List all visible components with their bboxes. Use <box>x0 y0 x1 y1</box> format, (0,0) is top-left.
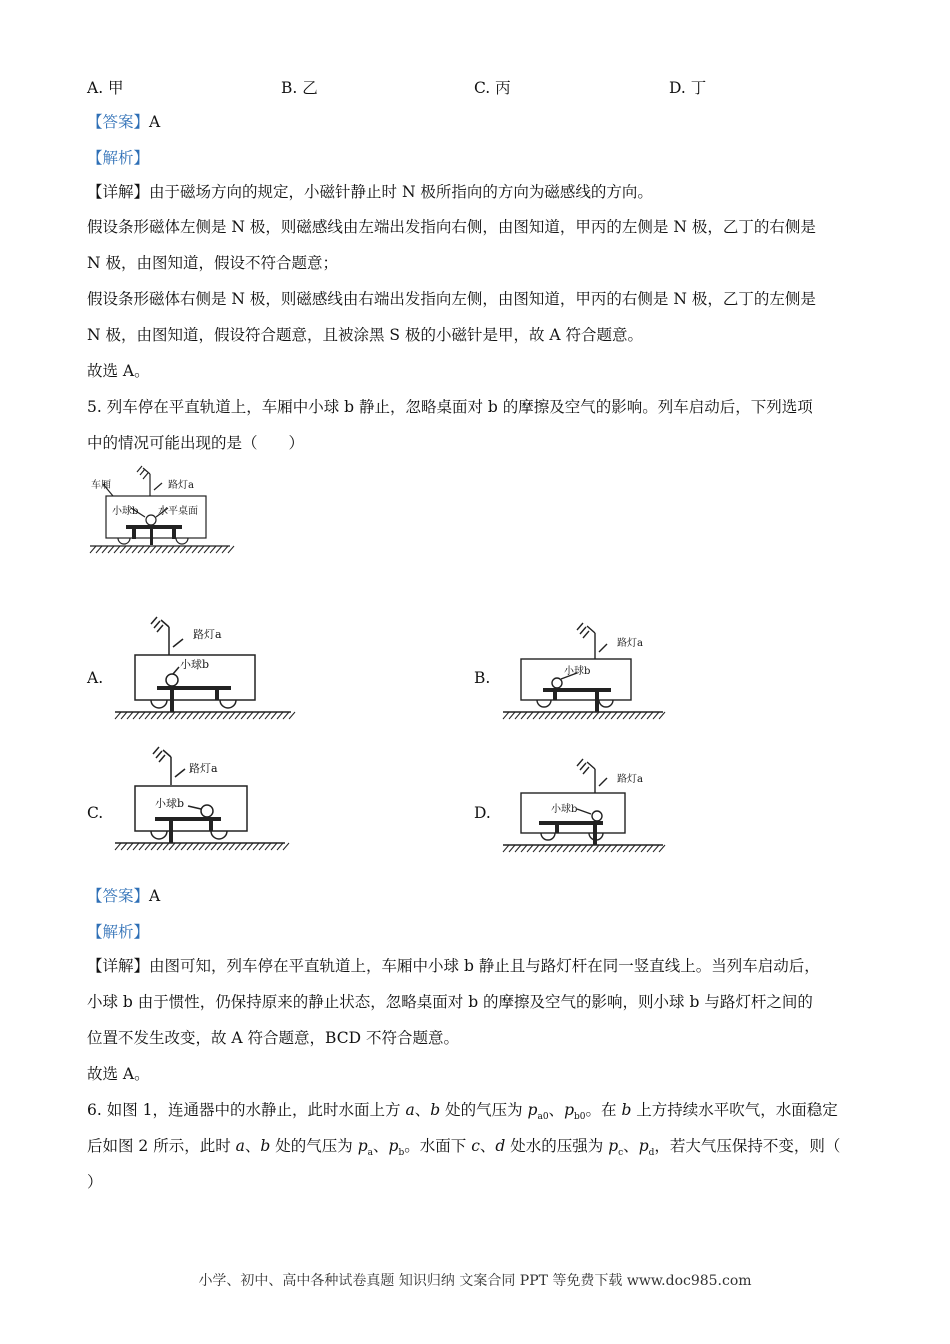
ground-hatch <box>283 712 289 719</box>
q4-analysis-tag: 【解析】 <box>87 149 150 167</box>
ground-hatch <box>265 712 271 719</box>
ground-hatch <box>175 712 181 719</box>
ground-hatch <box>145 843 151 850</box>
var-p: p <box>527 1101 538 1119</box>
ground-hatch <box>563 845 569 852</box>
q5-detail-line-3: 位置不发生改变，故 A 符合题意，BCD 不符合题意。 <box>87 1029 459 1047</box>
ground-hatch <box>241 843 247 850</box>
q5-detail-line-1 <box>87 956 820 976</box>
ground-hatch <box>181 712 187 719</box>
ground-hatch <box>163 712 169 719</box>
sub-d: d <box>648 1148 655 1159</box>
ground-hatch <box>265 843 271 850</box>
ground-hatch <box>515 712 521 719</box>
q5-option-a-lamp: 路灯a <box>193 628 222 641</box>
q5-carriage-label: 车厢 <box>91 480 111 491</box>
q5-option-b-lamp: 路灯a <box>617 638 643 649</box>
ground-hatch <box>145 712 151 719</box>
ground-hatch <box>551 712 557 719</box>
q5-option-c-letter: C. <box>87 804 104 822</box>
ground-hatch <box>198 546 204 553</box>
q6-text: 后如图 2 所示，此时 <box>87 1137 236 1155</box>
ground-hatch <box>509 712 515 719</box>
ground-hatch <box>247 843 253 850</box>
ground-hatch <box>647 845 653 852</box>
q6-text: ，若大气压保持不变，则（ <box>654 1137 841 1155</box>
ground-hatch <box>175 843 181 850</box>
sub-c: c <box>618 1148 624 1159</box>
ground-hatch <box>229 712 235 719</box>
ground-hatch <box>102 546 108 553</box>
q6-sep: 、 <box>244 1137 261 1155</box>
ground-hatch <box>108 546 114 553</box>
ground-hatch <box>283 843 289 850</box>
ground-hatch <box>599 712 605 719</box>
ground-hatch <box>271 712 277 719</box>
ground-hatch <box>581 712 587 719</box>
ground-hatch <box>174 546 180 553</box>
q6-text: 。在 <box>585 1101 622 1119</box>
q6-sep: 、 <box>414 1101 431 1119</box>
ground-hatch <box>204 546 210 553</box>
ground-hatch <box>641 845 647 852</box>
q5-option-c-ball: 小球b <box>155 797 185 810</box>
sub-b0: b0 <box>574 1112 586 1123</box>
page-footer: 小学、初中、高中各种试卷真题 知识归纳 文案合同 PPT 等免费下载 www.doc985.com <box>198 1273 752 1289</box>
q5-stem-line-2: 中的情况可能出现的是（ ） <box>87 434 305 452</box>
var-p: p <box>388 1137 399 1155</box>
ground-hatch <box>593 845 599 852</box>
ground-hatch <box>114 546 120 553</box>
ground-hatch <box>611 845 617 852</box>
var-c: c <box>471 1137 480 1155</box>
q5-option-a-ball: 小球b <box>180 658 210 671</box>
ground-hatch <box>126 546 132 553</box>
ground-hatch <box>587 712 593 719</box>
ground-hatch <box>551 845 557 852</box>
detail-tag: 【详解】 <box>87 183 150 201</box>
var-p: p <box>608 1137 619 1155</box>
ground-hatch <box>156 546 162 553</box>
ground-hatch <box>521 712 527 719</box>
ground-hatch <box>187 843 193 850</box>
ground-hatch <box>205 712 211 719</box>
ground-hatch <box>139 712 145 719</box>
var-b: b <box>260 1137 271 1155</box>
sub-a0: a0 <box>537 1112 549 1123</box>
ground-hatch <box>120 546 126 553</box>
q5-option-c-lamp: 路灯a <box>189 762 218 775</box>
ground-hatch <box>193 843 199 850</box>
q4-detail-line-6: 故选 A。 <box>87 362 150 380</box>
ground-hatch <box>289 712 295 719</box>
q5-option-b-letter: B. <box>474 669 491 687</box>
ground-hatch <box>115 843 121 850</box>
ground-hatch <box>277 712 283 719</box>
q6-sep: 、 <box>479 1137 496 1155</box>
ground-hatch <box>271 843 277 850</box>
ground-hatch <box>659 845 665 852</box>
ground-hatch <box>121 843 127 850</box>
q6-sep: 、 <box>373 1137 389 1155</box>
ground-hatch <box>557 845 563 852</box>
ground-hatch <box>569 712 575 719</box>
q5-analysis-tag: 【解析】 <box>87 923 150 941</box>
ground-hatch <box>168 546 174 553</box>
ground-hatch <box>223 843 229 850</box>
ground-hatch <box>133 712 139 719</box>
q5-table-label: 水平桌面 <box>158 506 198 517</box>
var-b: b <box>621 1101 632 1119</box>
ground-hatch <box>169 843 175 850</box>
q5-stem-line-1: 5. 列车停在平直轨道上，车厢中小球 b 静止，忽略桌面对 b 的摩擦及空气的影响。列车启动后，下列选项 <box>87 398 813 416</box>
q6-text: 。水面下 <box>404 1137 472 1155</box>
ground-hatch <box>193 712 199 719</box>
ground-hatch <box>157 843 163 850</box>
ground-hatch <box>133 843 139 850</box>
ground-hatch <box>641 712 647 719</box>
q5-detail-line-4: 故选 A。 <box>87 1065 150 1083</box>
ground-hatch <box>587 845 593 852</box>
ground-hatch <box>211 843 217 850</box>
q6-text: 6. 如图 1，连通器中的水静止，此时水面上方 <box>87 1101 406 1119</box>
q4-option-d: D. 丁 <box>669 79 707 97</box>
answer-value: A <box>149 113 161 131</box>
ground-hatch <box>235 843 241 850</box>
q4-detail-line-5: N 极，由图知道，假设符合题意，且被涂黑 S 极的小磁针是甲，故 A 符合题意。 <box>87 326 644 344</box>
detail-tag: 【详解】 <box>87 957 150 975</box>
ground-hatch <box>217 843 223 850</box>
ground-hatch <box>635 712 641 719</box>
ground-hatch <box>216 546 222 553</box>
sub-b: b <box>398 1148 405 1159</box>
ground-hatch <box>253 843 259 850</box>
q6-text: 处的气压为 <box>445 1101 528 1119</box>
ground-hatch <box>527 845 533 852</box>
ground-hatch <box>539 712 545 719</box>
q4-detail-line-2: 假设条形磁体左侧是 N 极，则磁感线由左端出发指向右侧，由图知道，甲丙的左侧是 N 极，乙丁的右侧是 <box>87 218 816 236</box>
ground-hatch <box>169 712 175 719</box>
ground-hatch <box>653 712 659 719</box>
q5-ball-label: 小球b <box>112 506 139 517</box>
q6-sep: 、 <box>623 1137 639 1155</box>
q6-stem-line-1 <box>87 1100 838 1127</box>
ground-hatch <box>96 546 102 553</box>
answer-tag: 【答案】 <box>87 113 150 131</box>
var-p: p <box>357 1137 368 1155</box>
ground-hatch <box>545 845 551 852</box>
ground-hatch <box>181 843 187 850</box>
ground-hatch <box>605 845 611 852</box>
q6-stem-line-2 <box>87 1136 840 1163</box>
q5-lamp-label: 路灯a <box>168 480 194 491</box>
var-b: b <box>430 1101 441 1119</box>
ground-hatch <box>533 712 539 719</box>
ground-hatch <box>138 546 144 553</box>
ground-hatch <box>653 845 659 852</box>
ground-hatch <box>223 712 229 719</box>
ground-hatch <box>157 712 163 719</box>
ground-hatch <box>557 712 563 719</box>
ground-hatch <box>144 546 150 553</box>
q4-answer <box>87 112 160 132</box>
var-a: a <box>405 1101 415 1119</box>
ground-hatch <box>623 712 629 719</box>
ground-hatch <box>151 843 157 850</box>
ground-hatch <box>545 712 551 719</box>
var-p: p <box>564 1101 574 1119</box>
q4-detail-line-1 <box>87 182 653 202</box>
ground-hatch <box>527 712 533 719</box>
ground-hatch <box>127 712 133 719</box>
q4-detail-line-3: N 极，由图知道，假设不符合题意； <box>87 254 338 272</box>
ground-hatch <box>629 712 635 719</box>
ground-hatch <box>629 845 635 852</box>
ground-hatch <box>533 845 539 852</box>
q6-stem-line-3: ） <box>87 1173 103 1191</box>
ground-hatch <box>509 845 515 852</box>
ground-hatch <box>539 845 545 852</box>
ground-hatch <box>247 712 253 719</box>
ground-hatch <box>199 843 205 850</box>
ground-hatch <box>205 843 211 850</box>
q6-text: 上方持续水平吹气，水面稳定 <box>631 1101 838 1119</box>
ground-hatch <box>635 845 641 852</box>
var-p: p <box>638 1137 649 1155</box>
q6-text: 处水的压强为 <box>505 1137 609 1155</box>
ground-hatch <box>132 546 138 553</box>
ground-hatch <box>593 712 599 719</box>
ground-hatch <box>217 712 223 719</box>
ground-hatch <box>623 845 629 852</box>
ground-hatch <box>563 712 569 719</box>
ground-hatch <box>575 845 581 852</box>
var-d: d <box>495 1137 506 1155</box>
ground-hatch <box>617 845 623 852</box>
ground-hatch <box>241 712 247 719</box>
ground-hatch <box>139 843 145 850</box>
ground-hatch <box>599 845 605 852</box>
ground-hatch <box>521 845 527 852</box>
detail-text: 由图可知，列车停在平直轨道上，车厢中小球 b 静止且与路灯杆在同一竖直线上。当列车启动后， <box>149 957 820 975</box>
ground-hatch <box>222 546 228 553</box>
ground-hatch <box>515 845 521 852</box>
ground-hatch <box>162 546 168 553</box>
ground-hatch <box>503 712 509 719</box>
q5-answer <box>87 886 160 906</box>
q5-option-a-letter: A. <box>87 669 104 687</box>
ground-hatch <box>199 712 205 719</box>
ground-hatch <box>581 845 587 852</box>
ground-hatch <box>659 712 665 719</box>
ground-hatch <box>259 843 265 850</box>
ground-hatch <box>253 712 259 719</box>
q6-text: 处的气压为 <box>270 1137 358 1155</box>
ground-hatch <box>187 712 193 719</box>
ground-hatch <box>150 546 156 553</box>
ground-hatch <box>228 546 234 553</box>
ground-hatch <box>163 843 169 850</box>
sub-a: a <box>367 1148 374 1159</box>
ground-hatch <box>229 843 235 850</box>
answer-tag: 【答案】 <box>87 887 150 905</box>
ground-hatch <box>210 546 216 553</box>
q5-option-d-ball: 小球b <box>551 804 578 815</box>
ground-hatch <box>90 546 96 553</box>
q5-option-d-letter: D. <box>474 804 491 822</box>
q5-option-d-lamp: 路灯a <box>617 774 643 785</box>
ground-hatch <box>151 712 157 719</box>
ground-hatch <box>115 712 121 719</box>
var-a: a <box>235 1137 245 1155</box>
ground-hatch <box>211 712 217 719</box>
answer-value: A <box>149 887 161 905</box>
q4-option-a: A. 甲 <box>87 79 124 97</box>
q5-detail-line-2: 小球 b 由于惯性，仍保持原来的静止状态，忽略桌面对 b 的摩擦及空气的影响，则小球 b 与路灯杆之间的 <box>87 993 813 1011</box>
ground-hatch <box>180 546 186 553</box>
q5-option-d-figure <box>503 758 673 858</box>
ground-hatch <box>575 712 581 719</box>
ground-hatch <box>617 712 623 719</box>
ground-hatch <box>192 546 198 553</box>
ground-hatch <box>235 712 241 719</box>
ground-hatch <box>127 843 133 850</box>
ground-hatch <box>605 712 611 719</box>
q4-option-c: C. 丙 <box>474 79 511 97</box>
ground-hatch <box>503 845 509 852</box>
q6-sep: 、 <box>548 1101 565 1119</box>
q4-detail-line-4: 假设条形磁体右侧是 N 极，则磁感线由右端出发指向左侧，由图知道，甲丙的右侧是 N 极，乙丁的左侧是 <box>87 290 816 308</box>
ground-hatch <box>186 546 192 553</box>
q5-option-b-ball: 小球b <box>564 666 591 677</box>
ground-hatch <box>569 845 575 852</box>
ground-hatch <box>647 712 653 719</box>
ground-hatch <box>259 712 265 719</box>
q4-option-b: B. 乙 <box>281 79 318 97</box>
ground-hatch <box>277 843 283 850</box>
ground-hatch <box>121 712 127 719</box>
detail-text: 由于磁场方向的规定，小磁针静止时 N 极所指向的方向为磁感线的方向。 <box>149 183 653 201</box>
ground-hatch <box>611 712 617 719</box>
